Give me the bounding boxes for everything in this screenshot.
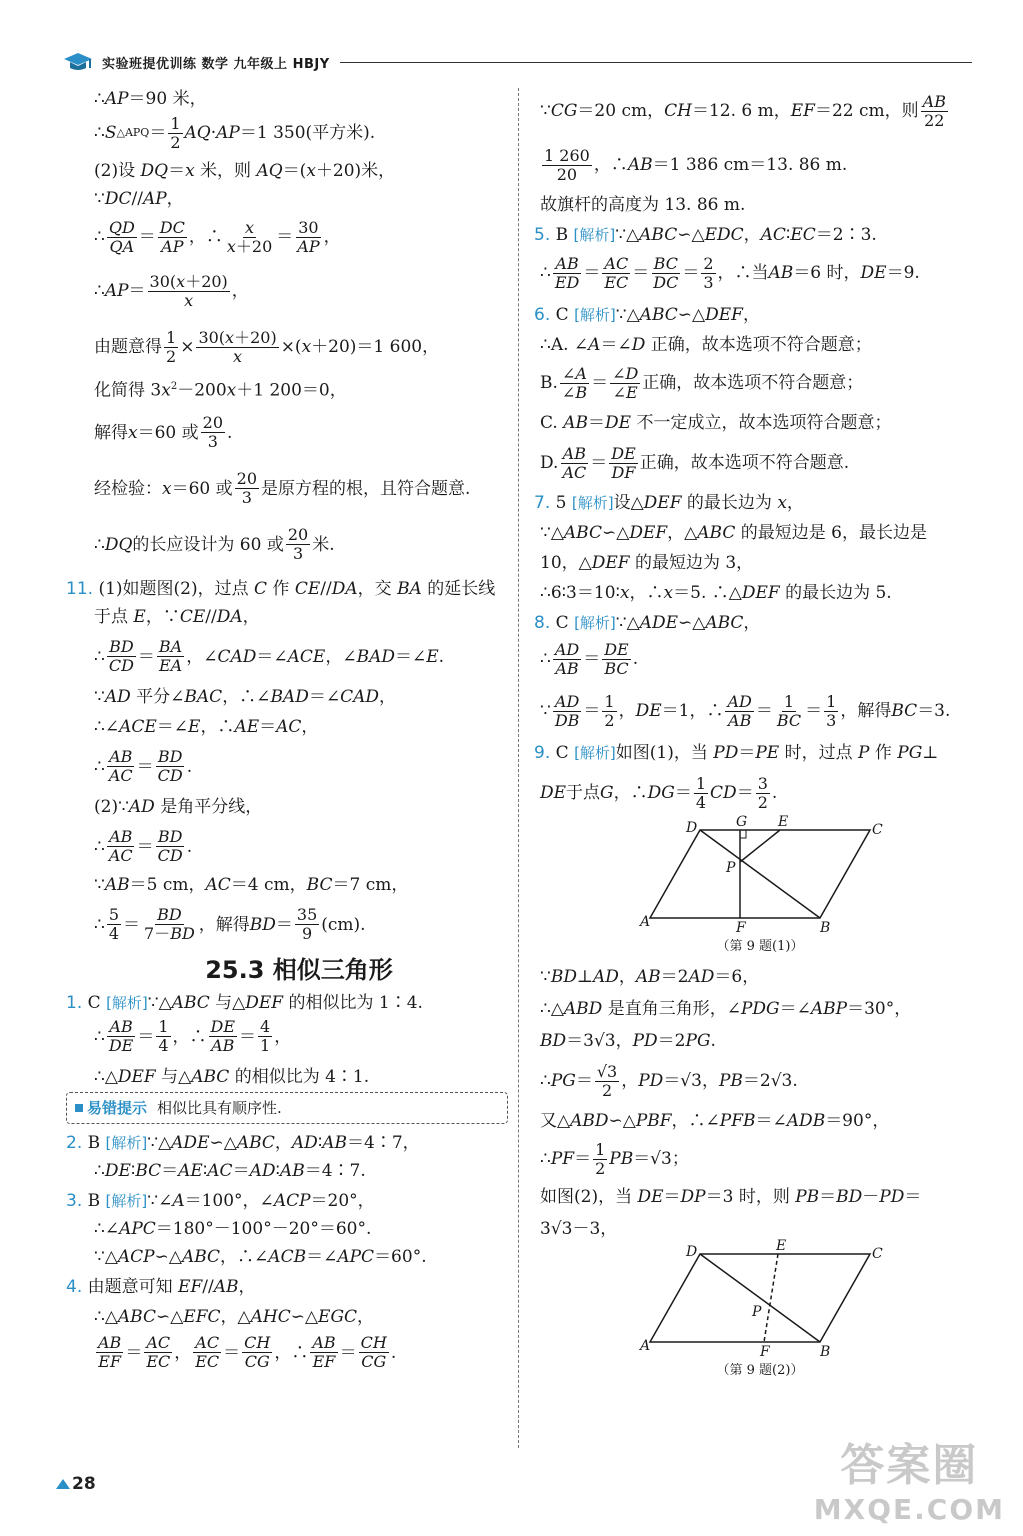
text-line: 化简得 $3x^2-200x+1$ 200＝0， <box>94 380 347 401</box>
text-line: 10，△DEF 的最短边为 3， <box>540 553 754 573</box>
text-line: ∵△ABC∽△DEF，△ABC 的最短边是 6，最长边是 <box>540 523 927 543</box>
left-column <box>66 84 504 1376</box>
text-line: ∴A. ∠A＝∠D 正确，故本选项不符合题意； <box>540 335 872 355</box>
svg-text:F: F <box>736 920 746 936</box>
svg-text:D: D <box>686 1244 698 1260</box>
text-line: ∴ $\frac{QD}{QA}$ ＝ $\frac{DC}{AP}$ ，∴ $\frac{x}{x+20}$ ＝ $\frac{30}{AP}$ ， <box>94 217 341 256</box>
header-title: 实验班提优训练 数学 九年级上 HBJY <box>102 57 330 72</box>
svg-text:C: C <box>872 822 883 838</box>
text-line: BD＝3√3，PD＝2PG. <box>540 1031 716 1051</box>
svg-text:G: G <box>736 814 748 830</box>
svg-text:F: F <box>760 1344 770 1360</box>
text-line: ∵ CG ＝20 cm， CH ＝12. 6 m， EF ＝22 cm，则 $\frac{AB}{22}$ <box>540 91 946 130</box>
svg-text:A: A <box>640 914 651 930</box>
question-11: 11. (1)如题图(2)，过点 C 作 CE//DA，交 BA 的延长线 <box>66 578 496 599</box>
text-line: 又△ABD∽△PBF，∴∠PFB＝∠ADB＝90°， <box>540 1111 890 1131</box>
text-line: ∴AP＝90 米， <box>94 89 207 109</box>
text-line: (2)设 DQ＝x 米，则 AQ＝(x＋20)米， <box>94 161 396 181</box>
answer-6: 6. C [解析]∵△ABC∽△DEF， <box>534 305 760 325</box>
figure-caption: （第 9 题(1)） <box>716 939 804 954</box>
text-line: ∴ AP ＝ $\frac{30(x+20)}{x}$ ， <box>94 271 249 310</box>
text-line: ∵BD⊥AD，AB＝2AD＝6， <box>540 967 760 987</box>
answer-4: 4. 由题意可知 EF//AB， <box>66 1276 256 1297</box>
text-line: ∴ $\frac{AB}{AC}$ ＝ $\frac{BD}{CD}$ . <box>94 747 193 786</box>
text-line: (2)∵AD 是角平分线， <box>94 796 263 817</box>
answer-5: 5. B [解析]∵△ABC∽△EDC，AC∶EC＝2∶3. <box>534 225 877 245</box>
text-line: $\frac{AB}{EF}$ ＝ $\frac{AC}{EC}$ ， $\frac{AC}{EC}$ ＝ $\frac{CH}{CG}$ ，∴ $\frac{AB}{EF}$ ＝ $\frac{CH}{CG}$ . <box>98 1333 397 1372</box>
svg-text:P: P <box>752 1304 762 1320</box>
tip-label: 易错提示 <box>87 1099 148 1118</box>
text-line: ∴∠APC＝180°－100°－20°＝60°. <box>94 1218 372 1239</box>
text-line: ∵ $\frac{AD}{DB}$ ＝ $\frac{1}{2}$ ， DE ＝1，∴ $\frac{AD}{AB}$ ＝ $\frac{1}{BC}$ ＝ $\frac{1}{3}$ ，解得 BC ＝3. <box>540 691 951 730</box>
text-line: ∴DE∶BC＝AE∶AC＝AD∶AB＝4∶7. <box>94 1160 366 1181</box>
text-line: 于点 E，∵CE//DA， <box>94 606 260 627</box>
text-line: 经检验： x ＝60 或 $\frac{20}{3}$ 是原方程的根，且符合题意. <box>94 469 471 508</box>
text-line: ∴△ABC∽△EFC，△AHC∽△EGC， <box>94 1306 375 1327</box>
text-line: ∴ S △APQ ＝ $\frac{1}{2}$ AQ · AP ＝1 350(平方米). <box>94 113 376 152</box>
text-line: ∴6∶3＝10∶x，∴x＝5. ∴△DEF 的最长边为 5. <box>540 583 892 603</box>
text-line: ∴ PF ＝ $\frac{1}{2}$ PB ＝√3； <box>540 1139 689 1178</box>
text-line: 3√3－3， <box>540 1219 618 1239</box>
figure-9-2 <box>640 1238 883 1384</box>
text-line: $\frac{1 260}{20}$ ，∴ AB ＝1 386 cm＝13. 86 m. <box>544 145 848 184</box>
text-line: 故旗杆的高度为 13. 86 m. <box>540 195 746 215</box>
page-number: 28 <box>56 1474 96 1494</box>
svg-text:C: C <box>872 1246 883 1262</box>
column-divider <box>518 88 519 1448</box>
section-title: 25.3 相似三角形 <box>205 955 393 984</box>
watermark: 答案圈 MXQE.COM <box>813 1440 1005 1526</box>
text-line: ∴∠ACE＝∠E，∴AE＝AC， <box>94 716 319 737</box>
svg-text:E: E <box>776 1238 787 1254</box>
text-line: 由题意得 $\frac{1}{2}$ × $\frac{30(x+20)}{x}$ ×( x ＋20)＝1 600， <box>94 327 440 366</box>
text-line: ∴ DQ 的长应设计为 60 或 $\frac{20}{3}$ 米. <box>94 525 335 564</box>
text-line: ∵DC//AP， <box>94 189 184 209</box>
svg-text:B: B <box>820 1344 831 1360</box>
answer-2: 2. B [解析]∵△ADE∽△ABC，AD∶AB＝4∶7， <box>66 1132 420 1153</box>
text-line: DE 于点 G ，∴ DG ＝ $\frac{1}{4}$ CD ＝ $\frac{3}{2}$ . <box>540 773 778 812</box>
text-line: B. $\frac{\angle A}{\angle B}$ ＝ $\frac{\angle D}{\angle E}$ 正确，故本选项不符合题意； <box>540 363 864 402</box>
square-bullet-icon <box>75 1104 83 1112</box>
answer-7: 7. 5 [解析]设△DEF 的最长边为 x， <box>534 493 804 513</box>
text-line: ∵△ACP∽△ABC，∴∠ACB＝∠APC＝60°. <box>94 1246 427 1267</box>
tip-text: 相似比具有顺序性. <box>157 1099 282 1118</box>
svg-text:D: D <box>686 820 698 836</box>
text-line: 如图(2)，当 DE＝DP＝3 时，则 PB＝BD－PD＝ <box>540 1187 922 1207</box>
text-line: ∴ $\frac{AB}{DE}$ ＝ $\frac{1}{4}$ ，∴ $\frac{DE}{AB}$ ＝ $\frac{4}{1}$ ， <box>94 1017 292 1056</box>
answer-8: 8. C [解析]∵△ADE∽△ABC， <box>534 613 761 633</box>
text-line: ∵AB＝5 cm，AC＝4 cm，BC＝7 cm， <box>94 874 409 895</box>
text-line: ∴ $\frac{BD}{CD}$ ＝ $\frac{BA}{EA}$ ，∠ CAD ＝∠ ACE ，∠ BAD ＝∠ E . <box>94 637 445 676</box>
text-line: C. AB＝DE 不一定成立，故本选项符合题意； <box>540 413 892 433</box>
graduation-cap-icon <box>62 50 94 74</box>
figure-caption: （第 9 题(2)） <box>716 1363 804 1378</box>
text-line: ∴ $\frac{AB}{ED}$ ＝ $\frac{AC}{EC}$ ＝ $\frac{BC}{DC}$ ＝ $\frac{2}{3}$ ，∴当 AB ＝6 时， DE ＝9. <box>540 253 920 292</box>
text-line: ∴ $\frac{AD}{AB}$ ＝ $\frac{DE}{BC}$ . <box>540 639 639 678</box>
text-line: ∴ $\frac{5}{4}$ ＝ $\frac{BD}{7-BD}$ ，解得 BD ＝ $\frac{35}{9}$ (cm). <box>94 905 366 944</box>
header-rule <box>340 62 972 63</box>
text-line: ∴△ABD 是直角三角形，∠PDG＝∠ABP＝30°， <box>540 999 912 1019</box>
right-column <box>534 84 980 1390</box>
text-line: ∴ PG ＝ $\frac{√3}{2}$ ， PD ＝√3， PB ＝2√3. <box>540 1061 798 1100</box>
answer-9: 9. C [解析]如图(1)，当 PD＝PE 时，过点 P 作 PG⊥ <box>534 743 939 763</box>
svg-text:A: A <box>640 1338 651 1354</box>
text-line: ∴ $\frac{AB}{AC}$ ＝ $\frac{BD}{CD}$ . <box>94 827 193 866</box>
figure-9-1 <box>640 814 883 960</box>
svg-text:B: B <box>820 920 831 936</box>
svg-text:E: E <box>778 814 789 830</box>
text-line: ∴△DEF 与△ABC 的相似比为 4∶1. <box>94 1066 370 1087</box>
answer-1: 1. C [解析]∵△ABC 与△DEF 的相似比为 1∶4. <box>66 992 423 1013</box>
tip-box <box>66 1092 508 1124</box>
svg-text:P: P <box>726 860 736 876</box>
page-header <box>62 50 972 76</box>
up-arrow-icon <box>56 1479 70 1489</box>
answer-3: 3. B [解析]∵∠A＝100°，∠ACP＝20°， <box>66 1190 375 1211</box>
text-line: ∵AD 平分∠BAC，∴∠BAD＝∠CAD， <box>94 686 397 707</box>
text-line: 解得 x ＝60 或 $\frac{20}{3}$ . <box>94 413 233 452</box>
text-line: D. $\frac{AB}{AC}$ ＝ $\frac{DE}{DF}$ 正确，故本选项不符合题意. <box>540 443 850 482</box>
